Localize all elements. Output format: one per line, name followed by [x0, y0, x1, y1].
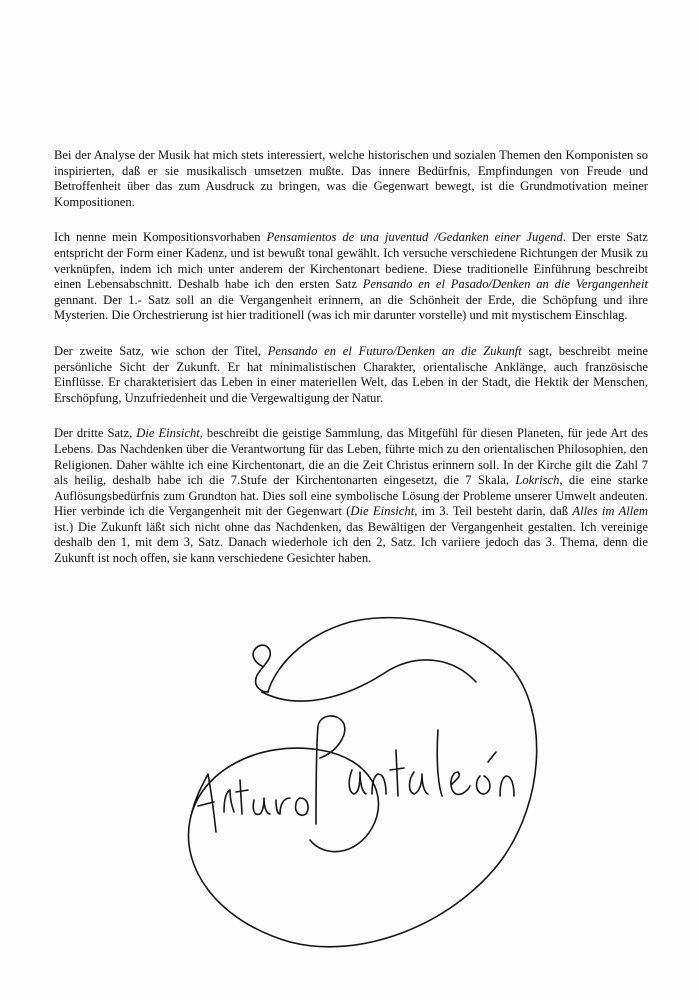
italic-title-text: Die Einsicht: [350, 504, 415, 519]
paragraph-text: gennant. Der 1.- Satz soll an die Vergangenheit erinnern, an die Schönheit der Erde, die Schöpfung und ihre Mysterien. Die Orchestrierung ist hier traditionell (was ich mir darunter vorstelle) und mit mystischem Einschlag.: [54, 292, 648, 323]
italic-title-text: Pensando en el Futuro/Denken an die Zukunft: [267, 343, 522, 358]
paragraph-text: , im 3. Teil besteht darin, daß: [414, 504, 573, 519]
paragraph-2: [54, 230, 648, 324]
paragraph-text: sagt, beschreibt meine persönliche Sicht der Zukunft. Er hat minimalistischen Charakter, orientalische Anklänge, auch französische Einflüsse. Er charakterisiert das Leben in einer materiellen Welt, das Leben in der Stadt, die Hektik der Menschen, Erschöpfung, Unzufriedenheit und die Vergewaltigung der Natur.: [54, 343, 649, 405]
paragraph-3: [54, 344, 648, 406]
signature-last-name-stroke: [316, 716, 514, 824]
italic-title-text: Pensamientos de una juventud /Gedanken einer Jugend: [266, 230, 563, 245]
handwritten-signature: [150, 600, 550, 970]
italic-title-text: Alles im Allem: [572, 504, 648, 519]
paragraph-text: ist.) Die Zukunft läßt sich nicht ohne das Nachdenken, das Bewältigen der Vergangenheit gestalten. Ich vereinige deshalb den 1, mit dem 3, Satz. Danach wiederhole ich den 2, Satz. Ich variiere jedoch das 3. Thema, denn die Zukunft ist noch offen, sie kann verschiedene Gesichter haben.: [54, 519, 648, 566]
signature-first-name-stroke: [192, 774, 308, 832]
paragraph-text: , die eine starke Auflösungsbedürfnis zum Grundton hat. Dies soll eine symbolische Lösung der Probleme unserer Umwelt andeuten. Hier verbinde ich die Vergangenheit mit der Gegenwart (: [54, 473, 648, 519]
paragraph-text: Ich nenne mein Kompositionsvorhaben: [54, 230, 267, 245]
italic-title-text: Die Einsicht,: [136, 426, 203, 441]
paragraph-text: Bei der Analyse der Musik hat mich stets interessiert, welche historischen und sozialen Themen den Komponisten so inspirierten, daß er sie musikalisch umsetzen mußte. Das innere Bedürfnis, Empfindungen von Freude und Betroffenheit über das zum Ausdruck zu bringen, was die Gegenwart bewegt, ist die Grundmotivation meiner Kompositionen.: [54, 148, 648, 209]
body-text: [54, 148, 648, 567]
paragraph-1: [54, 148, 648, 210]
paragraph-4: [54, 426, 648, 566]
italic-title-text: Lokrisch: [515, 473, 560, 488]
paragraph-text: beschreibt die geistige Sammlung, das Mitgefühl für diesen Planeten, für jede Art des Lebens. Das Nachdenken über die Verantwortung für das Leben, führte mich zu den orientalischen Philosophien, den Religionen. Daher wählte ich eine Kirchentonart, die an die Zeit Christus erinnern soll. In der Kirche gilt die Zahl 7 als heilig, deshalb habe ich die 7.Stufe der Kirchentonarten eingesetzt, die 7 Skala,: [54, 426, 648, 488]
italic-title-text: Pensando en el Pasado/Denken an die Vergangenheit: [362, 277, 649, 292]
paragraph-text: . Der erste Satz entspricht der Form einer Kadenz, und ist bewußt tonal gewählt. Ich versuche verschiedene Richtungen der Musik zu verknüpfen, indem ich mich unter anderem der Kirchentonart bediene. Diese traditionelle Einführung beschreibt einen Lebensabschnitt. Deshalb habe ich den ersten Satz: [54, 230, 648, 292]
signature-drawing: [150, 600, 550, 970]
signature-inner-curl-stroke: [262, 660, 476, 701]
paragraph-text: Der zweite Satz, wie schon der Titel,: [54, 343, 268, 358]
paragraph-text: Der dritte Satz,: [54, 426, 137, 441]
signature-spiral-stroke: [253, 645, 270, 692]
